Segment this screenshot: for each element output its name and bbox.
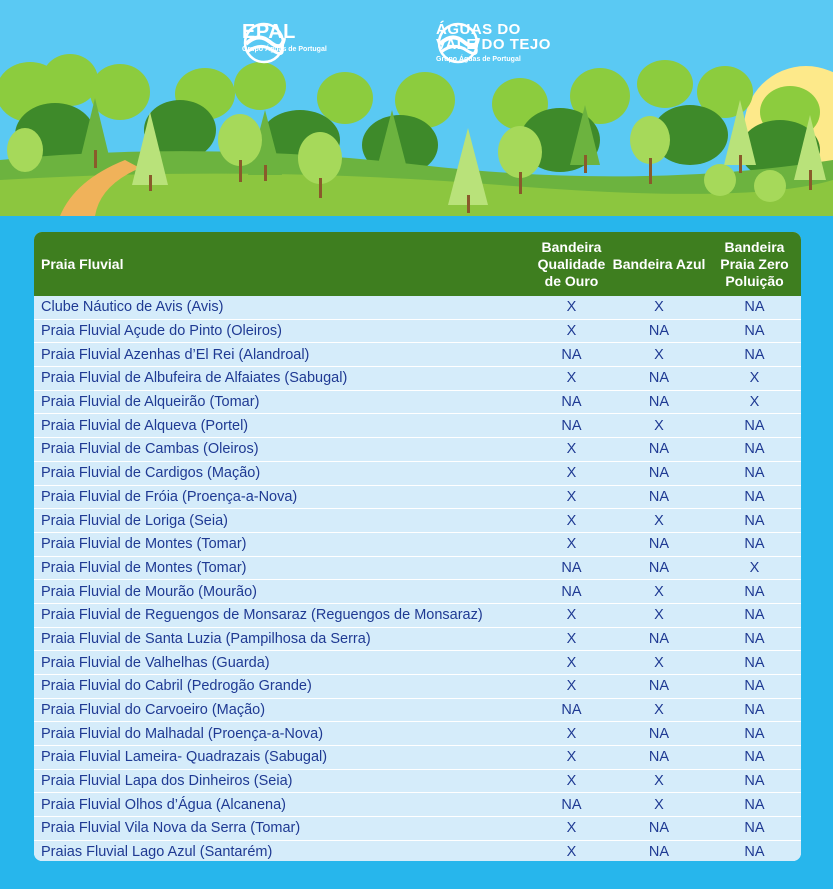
cell-zero-pollution: NA bbox=[744, 417, 765, 434]
cell-gold-quality: NA bbox=[561, 346, 582, 363]
forest-illustration bbox=[0, 0, 833, 216]
aguas-line1: ÁGUAS DO bbox=[436, 21, 521, 38]
cell-beach: Praia Fluvial de Reguengos de Monsaraz (Reguengos de Monsaraz) bbox=[41, 607, 483, 624]
cell-beach: Praia Fluvial Lapa dos Dinheiros (Seia) bbox=[41, 773, 293, 790]
cell-beach: Praia Fluvial de Albufeira de Alfaiates (Sabugal) bbox=[41, 370, 348, 387]
cell-blue-flag: NA bbox=[648, 559, 670, 576]
cell-gold-quality: NA bbox=[561, 796, 582, 813]
table-row bbox=[34, 486, 801, 510]
cell-beach: Praia Fluvial Açude do Pinto (Oleiros) bbox=[41, 323, 282, 340]
cell-blue-flag: NA bbox=[648, 394, 670, 411]
cell-blue-flag: NA bbox=[648, 323, 670, 340]
cell-gold-quality: X bbox=[566, 370, 577, 387]
table-row bbox=[34, 509, 801, 533]
cell-blue-flag: NA bbox=[648, 749, 670, 766]
cell-blue-flag: X bbox=[654, 702, 664, 719]
cell-gold-quality: X bbox=[566, 654, 577, 671]
cell-zero-pollution: NA bbox=[744, 299, 765, 316]
cell-blue-flag: NA bbox=[648, 844, 670, 861]
cell-blue-flag: X bbox=[654, 583, 664, 600]
table-row bbox=[34, 793, 801, 817]
cell-gold-quality: NA bbox=[561, 559, 582, 576]
cell-beach: Praia Fluvial de Montes (Tomar) bbox=[41, 559, 247, 576]
epal-name: EPAL bbox=[242, 21, 296, 43]
cell-beach: Praia Fluvial Azenhas d’El Rei (Alandroal) bbox=[41, 346, 310, 363]
cell-gold-quality: X bbox=[566, 820, 577, 837]
table-row bbox=[34, 580, 801, 604]
table-row bbox=[34, 770, 801, 794]
cell-zero-pollution: NA bbox=[744, 607, 765, 624]
cell-gold-quality: X bbox=[566, 607, 577, 624]
cell-beach: Praia Fluvial Lameira- Quadrazais (Sabugal) bbox=[41, 749, 328, 766]
table-row bbox=[34, 699, 801, 723]
cell-zero-pollution: X bbox=[749, 370, 760, 387]
cell-blue-flag: NA bbox=[648, 465, 670, 482]
cell-gold-quality: NA bbox=[561, 583, 582, 600]
cell-beach: Praia Fluvial do Cabril (Pedrogão Grande) bbox=[41, 678, 312, 695]
cell-blue-flag: NA bbox=[648, 678, 670, 695]
cell-gold-quality: X bbox=[566, 844, 577, 861]
cell-beach: Praia Fluvial de Cambas (Oleiros) bbox=[41, 441, 259, 458]
cell-gold-quality: X bbox=[566, 441, 577, 458]
cell-beach: Praia Fluvial de Valhelhas (Guarda) bbox=[41, 654, 270, 671]
table-row bbox=[34, 320, 801, 344]
cell-gold-quality: X bbox=[566, 323, 577, 340]
cell-beach: Praia Fluvial do Carvoeiro (Mação) bbox=[41, 702, 266, 719]
cell-beach: Praia Fluvial de Santa Luzia (Pampilhosa da Serra) bbox=[41, 630, 371, 647]
cell-beach: Praia Fluvial de Montes (Tomar) bbox=[41, 536, 247, 553]
cell-zero-pollution: NA bbox=[744, 796, 765, 813]
table-row bbox=[34, 367, 801, 391]
cell-gold-quality: NA bbox=[561, 702, 582, 719]
header-gold-quality: Bandeira Qualidade de Ouro bbox=[537, 238, 606, 289]
table-row bbox=[34, 604, 801, 628]
cell-blue-flag: X bbox=[654, 654, 664, 671]
cell-blue-flag: NA bbox=[648, 370, 670, 387]
cell-blue-flag: NA bbox=[648, 630, 670, 647]
epal-subtitle: Grupo Águas de Portugal bbox=[242, 46, 327, 53]
cell-zero-pollution: X bbox=[749, 394, 760, 411]
cell-blue-flag: X bbox=[654, 512, 664, 529]
cell-zero-pollution: NA bbox=[744, 749, 765, 766]
cell-gold-quality: X bbox=[566, 773, 577, 790]
aguas-logo bbox=[432, 22, 551, 64]
table-body bbox=[34, 296, 801, 861]
cell-beach: Praia Fluvial de Mourão (Mourão) bbox=[41, 583, 257, 600]
cell-gold-quality: X bbox=[566, 725, 577, 742]
cell-beach: Praias Fluvial Lago Azul (Santarém) bbox=[41, 844, 273, 861]
table-row bbox=[34, 675, 801, 699]
cell-zero-pollution: X bbox=[749, 559, 760, 576]
cell-gold-quality: NA bbox=[561, 394, 582, 411]
table-row bbox=[34, 817, 801, 841]
cell-zero-pollution: NA bbox=[744, 630, 765, 647]
header-blue-flag: Bandeira Azul bbox=[612, 255, 706, 272]
cell-beach: Praia Fluvial de Fróia (Proença-a-Nova) bbox=[41, 488, 298, 505]
cell-zero-pollution: NA bbox=[744, 323, 765, 340]
cell-zero-pollution: NA bbox=[744, 725, 765, 742]
cell-blue-flag: X bbox=[654, 773, 664, 790]
cell-blue-flag: X bbox=[654, 796, 664, 813]
beaches-table bbox=[34, 232, 801, 861]
cell-zero-pollution: NA bbox=[744, 773, 765, 790]
cell-gold-quality: X bbox=[566, 465, 577, 482]
header-zero-pollution: Bandeira Praia Zero Poluição bbox=[720, 238, 789, 289]
cell-zero-pollution: NA bbox=[744, 441, 765, 458]
table-row bbox=[34, 391, 801, 415]
cell-beach: Praia Fluvial de Alqueva (Portel) bbox=[41, 417, 249, 434]
table-row bbox=[34, 841, 801, 861]
cell-zero-pollution: NA bbox=[744, 678, 765, 695]
cell-zero-pollution: NA bbox=[744, 488, 765, 505]
cell-gold-quality: X bbox=[566, 488, 577, 505]
table-row bbox=[34, 296, 801, 320]
cell-blue-flag: NA bbox=[648, 820, 670, 837]
table-row bbox=[34, 722, 801, 746]
cell-zero-pollution: NA bbox=[744, 702, 765, 719]
cell-blue-flag: X bbox=[654, 299, 664, 316]
cell-gold-quality: NA bbox=[561, 417, 582, 434]
table-row bbox=[34, 557, 801, 581]
table-row bbox=[34, 414, 801, 438]
forest-banner bbox=[0, 0, 833, 216]
cell-blue-flag: NA bbox=[648, 725, 670, 742]
cell-gold-quality: X bbox=[566, 299, 577, 316]
cell-zero-pollution: NA bbox=[744, 465, 765, 482]
cell-blue-flag: NA bbox=[648, 536, 670, 553]
cell-beach: Praia Fluvial Olhos d’Água (Alcanena) bbox=[41, 796, 287, 813]
cell-gold-quality: X bbox=[566, 630, 577, 647]
table-row bbox=[34, 533, 801, 557]
cell-beach: Praia Fluvial de Alqueirão (Tomar) bbox=[41, 394, 260, 411]
cell-beach: Clube Náutico de Avis (Avis) bbox=[41, 299, 224, 316]
cell-beach: Praia Fluvial de Loriga (Seia) bbox=[41, 512, 228, 529]
cell-gold-quality: X bbox=[566, 536, 577, 553]
table-row bbox=[34, 746, 801, 770]
cell-blue-flag: X bbox=[654, 346, 664, 363]
table-row bbox=[34, 438, 801, 462]
cell-blue-flag: NA bbox=[648, 488, 670, 505]
table-row bbox=[34, 628, 801, 652]
cell-zero-pollution: NA bbox=[744, 346, 765, 363]
cell-zero-pollution: NA bbox=[744, 583, 765, 600]
cell-gold-quality: X bbox=[566, 678, 577, 695]
table-header bbox=[34, 232, 801, 296]
cell-gold-quality: X bbox=[566, 512, 577, 529]
epal-logo bbox=[238, 22, 327, 54]
aguas-line2: VALE DO TEJO bbox=[436, 36, 551, 53]
cell-blue-flag: X bbox=[654, 417, 664, 434]
aguas-subtitle: Grupo Águas de Portugal bbox=[436, 56, 521, 63]
cell-gold-quality: X bbox=[566, 749, 577, 766]
cell-zero-pollution: NA bbox=[744, 820, 765, 837]
cell-zero-pollution: NA bbox=[744, 654, 765, 671]
cell-beach: Praia Fluvial Vila Nova da Serra (Tomar) bbox=[41, 820, 301, 837]
cell-zero-pollution: NA bbox=[744, 844, 765, 861]
cell-zero-pollution: NA bbox=[744, 536, 765, 553]
cell-beach: Praia Fluvial de Cardigos (Mação) bbox=[41, 465, 261, 482]
header-beach: Praia Fluvial bbox=[41, 255, 124, 272]
table-row bbox=[34, 343, 801, 367]
wave-logo-icon bbox=[432, 22, 484, 64]
cell-beach: Praia Fluvial do Malhadal (Proença-a-Nova) bbox=[41, 725, 324, 742]
cell-blue-flag: X bbox=[654, 607, 664, 624]
table-row bbox=[34, 462, 801, 486]
table-row bbox=[34, 651, 801, 675]
wave-logo-icon bbox=[238, 22, 290, 64]
cell-blue-flag: NA bbox=[648, 441, 670, 458]
cell-zero-pollution: NA bbox=[744, 512, 765, 529]
